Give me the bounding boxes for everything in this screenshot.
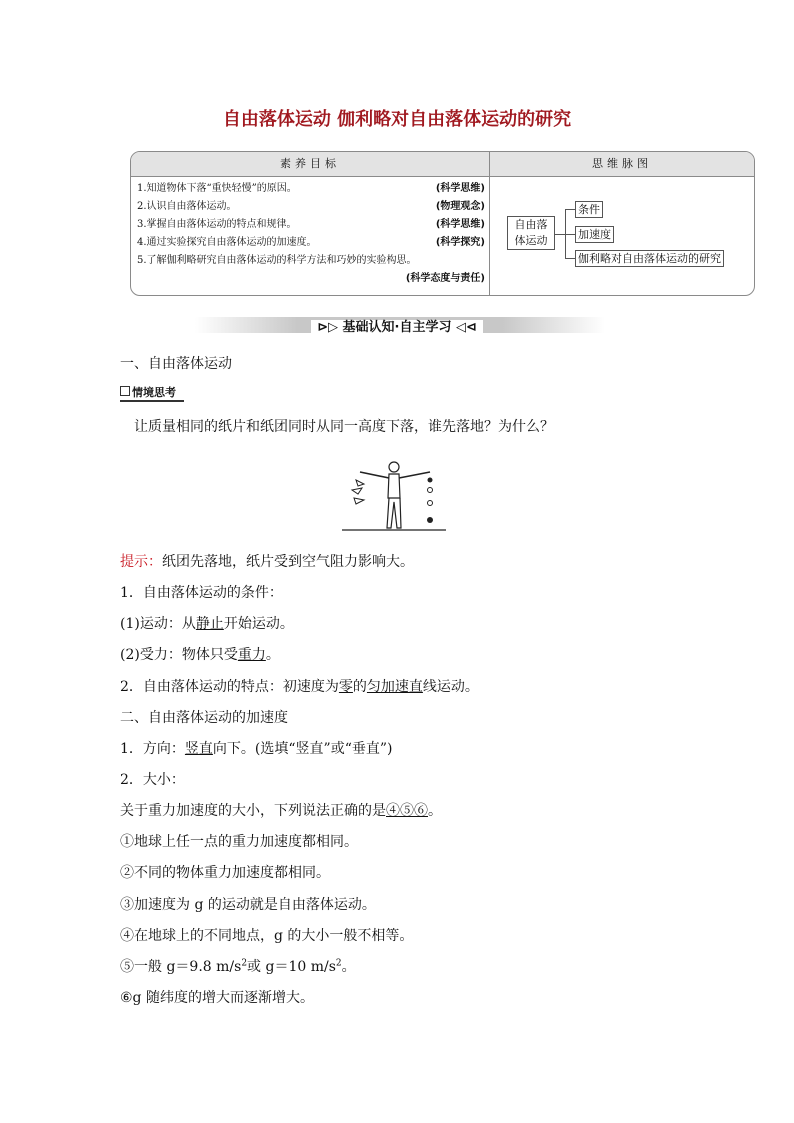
condition-motion: (1)运动：从静止开始运动。	[120, 616, 294, 632]
goal-item: 5.了解伽利略研究自由落体运动的科学方法和巧妙的实验构思。	[137, 255, 417, 266]
mindmap-connector	[565, 258, 575, 259]
condition-heading: 1．自由落体运动的条件：	[120, 585, 283, 601]
mindmap-connector	[555, 234, 565, 235]
option-4: ④在地球上的不同地点，g 的大小一般不相等。	[120, 928, 414, 944]
falling-objects-illustration	[342, 458, 446, 534]
option-6: ⑥g 随纬度的增大而逐渐增大。	[120, 990, 314, 1006]
question-line: 关于重力加速度的大小，下列说法正确的是④⑤⑥。	[120, 803, 442, 819]
goal-item: 3.掌握自由落体运动的特点和规律。 (科学思维)	[137, 219, 485, 230]
mindmap-header: 思维脉图	[490, 152, 754, 177]
goal-item: 2.认识自由落体运动。 (物理观念)	[137, 201, 485, 212]
scenario-badge: 情境思考	[120, 384, 184, 402]
table-divider	[489, 152, 490, 295]
section-banner: ⊳▷ 基础认知·自主学习 ◁⊲	[0, 316, 794, 335]
magnitude-heading: 2．大小：	[120, 772, 185, 788]
feature-line: 2．自由落体运动的特点：初速度为零的匀加速直线运动。	[120, 679, 479, 695]
scenario-question: 让质量相同的纸片和纸团同时从同一高度下落，谁先落地？为什么？	[134, 419, 554, 435]
mindmap-branch-galileo: 伽利略对自由落体运动的研究	[575, 250, 724, 267]
section1-heading: 一、自由落体运动	[120, 356, 232, 372]
hint-line: 提示：纸团先落地，纸片受到空气阻力影响大。	[120, 554, 414, 570]
mindmap-branch-condition: 条件	[575, 201, 603, 218]
option-1: ①地球上任一点的重力加速度都相同。	[120, 834, 358, 850]
mindmap-root: 自由落 体运动	[507, 216, 555, 250]
direction-line: 1．方向：竖直向下。(选填“竖直”或“垂直”)	[120, 741, 393, 757]
goals-table: 素养目标 思维脉图 1.知道物体下落“重快轻慢”的原因。 (科学思维) 2.认识自由落体运动。 (物理观念) 3.掌握自由落体运动的特点和规律。 (科学思维) 4.通过实验探究自由落体运动的加速度。 (科学探究) 5.了解伽利略研究自由落体运动的科学方法和巧妙的实验构思。 (科学态度与责任) 自由落 体运动 条件 加速度 伽利略对自由落体运动的研究	[130, 151, 755, 296]
page-title: 自由落体运动 伽利略对自由落体运动的研究	[222, 109, 572, 130]
condition-force: (2)受力：物体只受重力。	[120, 647, 280, 663]
goal-item: 1.知道物体下落“重快轻慢”的原因。 (科学思维)	[137, 183, 485, 194]
section2-heading: 二、自由落体运动的加速度	[120, 710, 288, 726]
goals-header: 素养目标	[131, 152, 489, 177]
option-2: ②不同的物体重力加速度都相同。	[120, 865, 330, 881]
mindmap-branch-acceleration: 加速度	[575, 226, 614, 243]
option-5: ⑤一般 g＝9.8 $m/s^2$或 g＝10 $m/s^2$。	[120, 958, 356, 975]
mindmap-connector	[565, 209, 575, 210]
option-3: ③加速度为 g 的运动就是自由落体运动。	[120, 897, 376, 913]
goal-item: 4.通过实验探究自由落体运动的加速度。 (科学探究)	[137, 237, 485, 248]
checkbox-square-icon	[120, 386, 130, 396]
mindmap-connector	[565, 234, 575, 235]
